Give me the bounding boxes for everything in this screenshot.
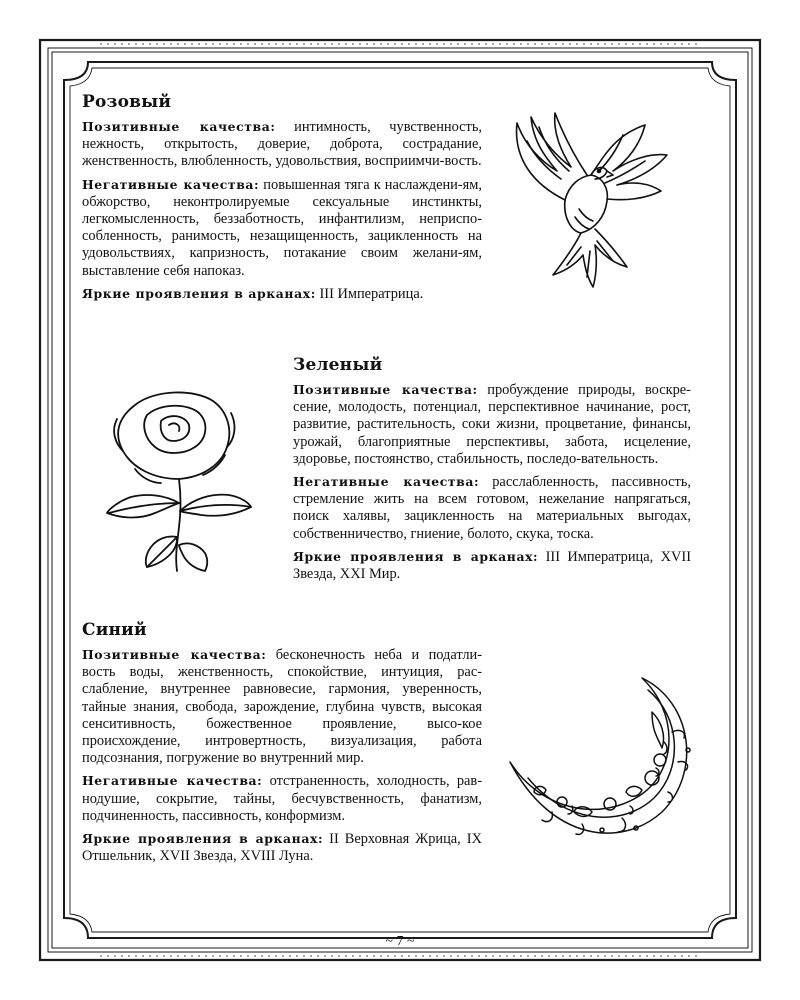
arcana-manifestations [82,830,482,865]
arcana-label: Яркие проявления в арканах: [82,831,324,847]
positive-text: бесконечность неба и податли-вость воды, женственность, спокойствие, интуиция, рас-слабление, внутреннее равновесие, гармония, уверенность, тайные знания, свобода, зарождение, глубина чувств, высокая сенситивность, божественное проявление, высо-кое происхождение, интровертность, визуализация, работа подсознания, погружение во внутренний мир. [82,647,482,767]
arcana-text: II Верховная Жрица, IX Отшельник, XVII Звезда, XVIII Луна. [82,831,482,865]
section-pink [82,92,482,308]
crescent-moon-illustration [502,672,700,842]
negative-qualities [293,473,691,543]
arcana-label: Яркие проявления в арканах: [293,548,539,564]
positive-qualities [293,381,691,468]
negative-label: Негативные качества: [82,176,260,192]
positive-qualities [82,118,482,171]
negative-qualities [82,772,482,825]
negative-text: расслабленность, пассивность, стремление жить на всем готовом, нежелание напрягаться, поиск халявы, зацикленность на материальных выгодах, собственничество, гниение, болото, скука, тоска. [293,474,691,542]
dove-illustration [495,105,675,295]
arcana-label: Яркие проявления в арканах: [82,285,316,301]
arcana-text: III Императрица. [319,285,424,302]
section-title: Синий [82,620,147,640]
arcana-manifestations [82,285,482,303]
positive-label: Позитивные качества: [293,382,478,397]
page-number: ~ 7 ~ [385,934,415,949]
negative-qualities [82,176,482,280]
positive-text: пробуждение природы, воскре-сение, молодость, потенциал, перспективное начинание, рост, развитие, растительность, соки жизни, процветание, финансы, урожай, благоприятные перспективы, забота, исцеление, здоровье, постоянство, стабильность, последо-вательность. [293,382,691,467]
arcana-manifestations [293,548,691,583]
arcana-text: III Императрица, XVII Звезда, XXI Мир. [293,548,691,583]
section-title: Зеленый [293,355,383,375]
negative-text: отстраненность, холодность, рав-нодушие, сокрытие, тайны, бесчувственность, фанатизм, подчиненность, пассивность, конформизм. [82,773,482,824]
positive-text: интимность, чувственность, нежность, открытость, доверие, доброта, сострадание, женственность, влюбленность, удовольствия, восприимчи-вость. [82,119,482,170]
section-blue [82,620,482,870]
negative-text: повышенная тяга к наслаждени-ям, обжорство, неконтролируемые сексуальные инстинкты, легкомысленность, беззаботность, инфантилизм, неприспо-собленность, ранимость, незащищенность, зацикленность на удовольствиях, капризность, потакание своим желани-ям, выставление себя напоказ. [82,176,482,279]
section-green [293,355,691,588]
section-title: Розовый [82,92,172,112]
rose-illustration [95,385,255,575]
positive-qualities [82,646,482,767]
positive-label: Позитивные качества: [82,119,276,134]
negative-label: Негативные качества: [293,474,480,490]
negative-label: Негативные качества: [82,773,263,789]
positive-label: Позитивные качества: [82,647,267,662]
